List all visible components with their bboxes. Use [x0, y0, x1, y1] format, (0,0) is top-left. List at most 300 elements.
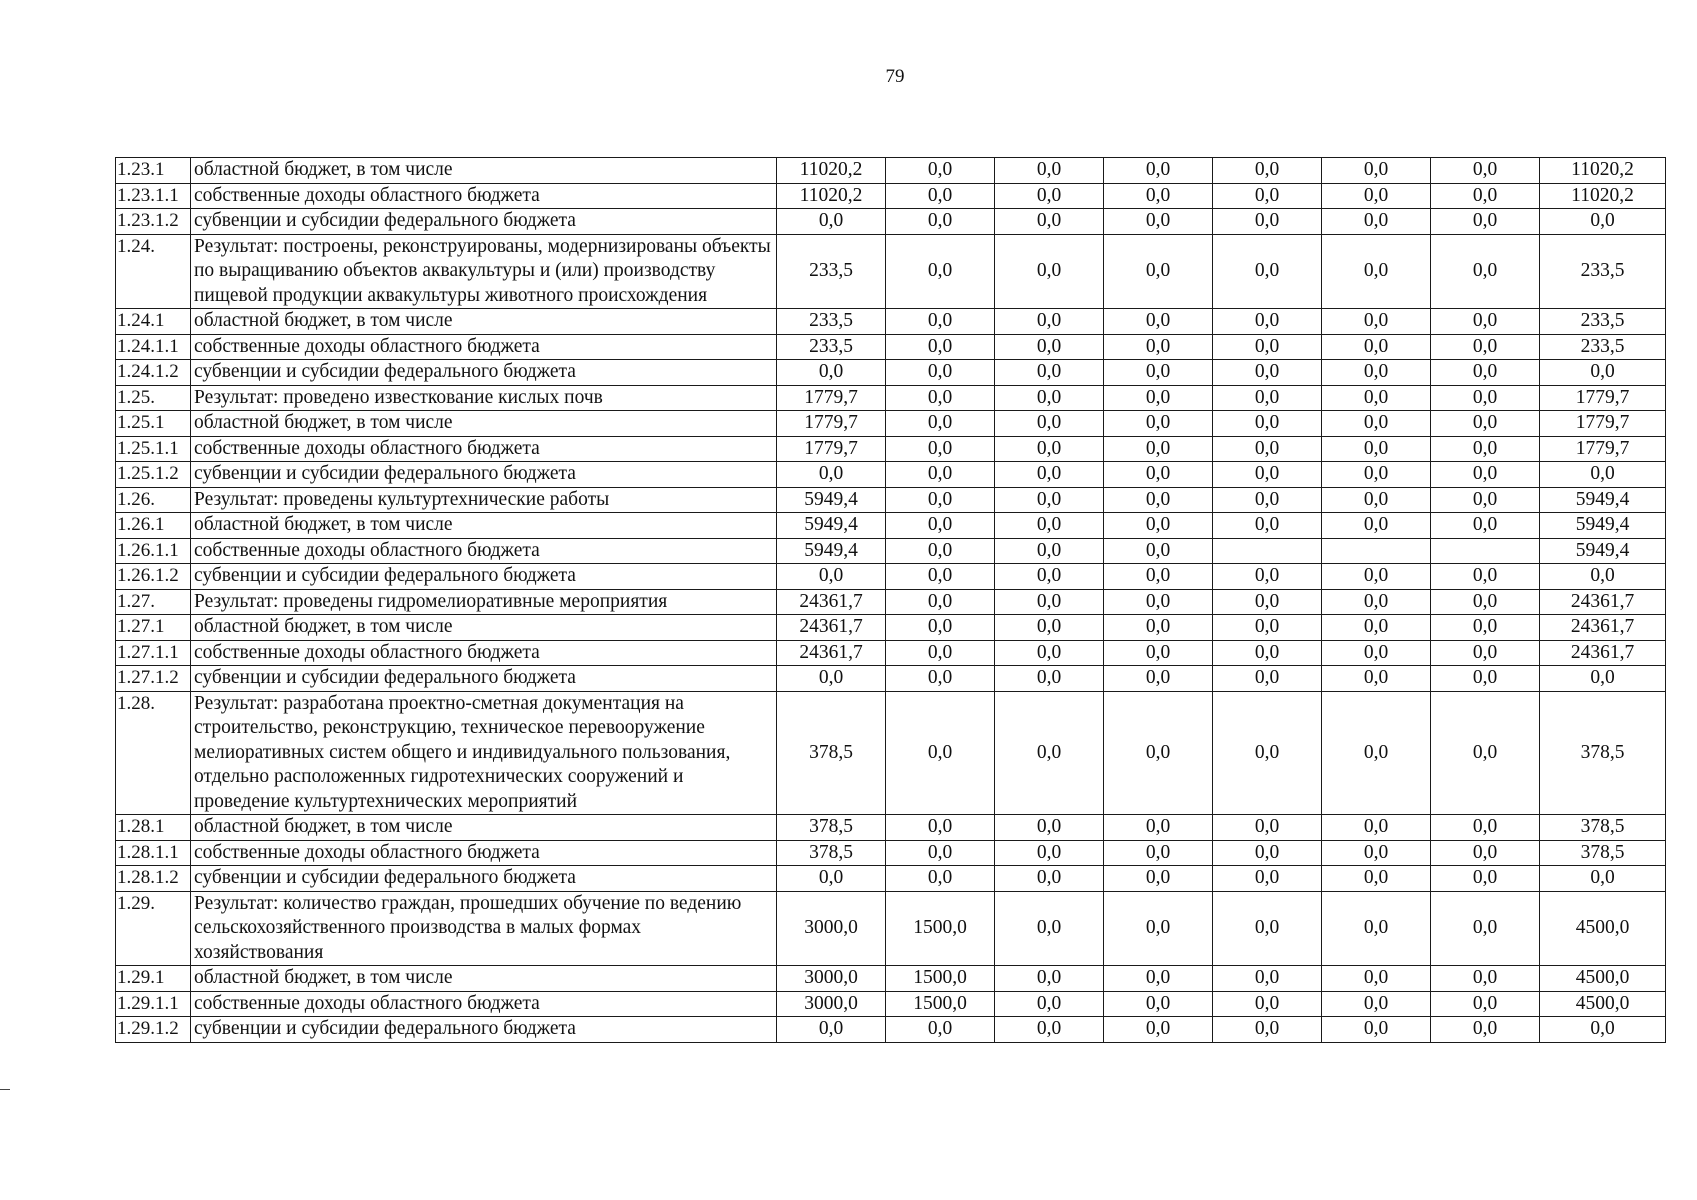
row-code: 1.29.1.1	[116, 991, 191, 1017]
row-description: областной бюджет, в том числе	[191, 966, 777, 992]
table-row	[116, 309, 1666, 335]
row-value: 0,0	[1431, 564, 1540, 590]
table-row	[116, 360, 1666, 386]
margin-mark	[0, 1089, 10, 1090]
row-total-value: 24361,7	[1540, 589, 1666, 615]
row-value: 0,0	[886, 334, 995, 360]
row-value: 0,0	[886, 815, 995, 841]
row-value: 0,0	[1104, 436, 1213, 462]
table-row	[116, 158, 1666, 184]
row-value: 5949,4	[777, 538, 886, 564]
row-value: 0,0	[886, 360, 995, 386]
row-value: 0,0	[1431, 840, 1540, 866]
row-value: 0,0	[995, 815, 1104, 841]
row-description: областной бюджет, в том числе	[191, 615, 777, 641]
row-value: 0,0	[1431, 640, 1540, 666]
row-value: 1779,7	[777, 436, 886, 462]
row-value: 0,0	[1104, 385, 1213, 411]
row-value: 378,5	[777, 840, 886, 866]
row-total-value: 11020,2	[1540, 183, 1666, 209]
row-value: 0,0	[886, 538, 995, 564]
row-value: 0,0	[777, 564, 886, 590]
row-value: 0,0	[1213, 309, 1322, 335]
row-total-value: 0,0	[1540, 564, 1666, 590]
row-total-value: 5949,4	[1540, 513, 1666, 539]
row-value: 0,0	[1213, 991, 1322, 1017]
row-value: 0,0	[886, 840, 995, 866]
row-code: 1.26.1.2	[116, 564, 191, 590]
row-value: 0,0	[1213, 487, 1322, 513]
row-value: 0,0	[995, 183, 1104, 209]
row-description: собственные доходы областного бюджета	[191, 436, 777, 462]
budget-table-container	[115, 157, 1666, 1043]
table-row	[116, 991, 1666, 1017]
table-row	[116, 487, 1666, 513]
row-total-value: 233,5	[1540, 234, 1666, 309]
row-value: 0,0	[1213, 840, 1322, 866]
row-value: 0,0	[1213, 360, 1322, 386]
row-value: 0,0	[1104, 209, 1213, 235]
row-value: 0,0	[1322, 487, 1431, 513]
row-value: 0,0	[1431, 1017, 1540, 1043]
table-row	[116, 334, 1666, 360]
row-value: 0,0	[1104, 513, 1213, 539]
row-value: 0,0	[1431, 209, 1540, 235]
row-value: 0,0	[1431, 589, 1540, 615]
row-description: субвенции и субсидии федерального бюджета	[191, 360, 777, 386]
row-value: 0,0	[1104, 158, 1213, 184]
row-value: 378,5	[777, 691, 886, 815]
row-value: 0,0	[1213, 462, 1322, 488]
row-description: Результат: построены, реконструированы, модернизированы объекты по выращиванию объектов аквакультуры и (или) производству пищевой продукции аквакультуры животного происхождения	[191, 234, 777, 309]
row-value: 0,0	[995, 234, 1104, 309]
row-value: 233,5	[777, 309, 886, 335]
row-value: 0,0	[1322, 991, 1431, 1017]
row-value: 0,0	[1104, 666, 1213, 692]
row-value: 0,0	[777, 866, 886, 892]
row-value: 0,0	[1104, 966, 1213, 992]
table-row	[116, 513, 1666, 539]
row-description: собственные доходы областного бюджета	[191, 183, 777, 209]
row-value: 0,0	[886, 234, 995, 309]
table-row	[116, 640, 1666, 666]
table-row	[116, 840, 1666, 866]
row-value: 0,0	[1213, 158, 1322, 184]
table-row	[116, 615, 1666, 641]
table-row	[116, 209, 1666, 235]
row-value: 0,0	[995, 411, 1104, 437]
budget-table	[115, 157, 1666, 1043]
row-value: 0,0	[995, 309, 1104, 335]
row-value: 5949,4	[777, 513, 886, 539]
row-value: 0,0	[886, 309, 995, 335]
row-code: 1.23.1	[116, 158, 191, 184]
row-value: 0,0	[1322, 615, 1431, 641]
row-value: 0,0	[995, 462, 1104, 488]
table-row	[116, 564, 1666, 590]
table-row	[116, 866, 1666, 892]
row-value: 0,0	[1104, 866, 1213, 892]
row-code: 1.23.1.1	[116, 183, 191, 209]
row-value: 0,0	[1322, 436, 1431, 462]
row-total-value: 0,0	[1540, 1017, 1666, 1043]
row-value: 0,0	[1213, 385, 1322, 411]
row-value: 0,0	[1104, 815, 1213, 841]
row-value: 24361,7	[777, 640, 886, 666]
row-code: 1.24.1.2	[116, 360, 191, 386]
row-code: 1.29.1.2	[116, 1017, 191, 1043]
row-value: 0,0	[1104, 234, 1213, 309]
row-value: 0,0	[995, 615, 1104, 641]
row-value: 0,0	[886, 866, 995, 892]
row-value: 0,0	[995, 385, 1104, 411]
row-value: 0,0	[777, 209, 886, 235]
row-description: собственные доходы областного бюджета	[191, 334, 777, 360]
row-value: 0,0	[1104, 462, 1213, 488]
row-value: 0,0	[995, 666, 1104, 692]
row-description: Результат: проведено известкование кислых почв	[191, 385, 777, 411]
row-value: 0,0	[1322, 334, 1431, 360]
row-description: областной бюджет, в том числе	[191, 309, 777, 335]
row-value: 0,0	[1322, 840, 1431, 866]
row-value: 0,0	[1213, 183, 1322, 209]
row-value: 5949,4	[777, 487, 886, 513]
row-value: 0,0	[1213, 666, 1322, 692]
row-value: 378,5	[777, 815, 886, 841]
table-row	[116, 966, 1666, 992]
row-value: 0,0	[1431, 866, 1540, 892]
row-value: 0,0	[1213, 966, 1322, 992]
row-total-value: 378,5	[1540, 840, 1666, 866]
row-value: 0,0	[1104, 1017, 1213, 1043]
row-value: 0,0	[1104, 691, 1213, 815]
row-value	[1322, 538, 1431, 564]
table-row	[116, 183, 1666, 209]
row-code: 1.28.1	[116, 815, 191, 841]
row-value: 0,0	[1431, 513, 1540, 539]
row-value: 0,0	[995, 158, 1104, 184]
row-description: областной бюджет, в том числе	[191, 158, 777, 184]
row-total-value: 11020,2	[1540, 158, 1666, 184]
row-value: 0,0	[1431, 183, 1540, 209]
row-value: 0,0	[1431, 966, 1540, 992]
row-value: 0,0	[1322, 589, 1431, 615]
row-value: 0,0	[1213, 513, 1322, 539]
row-value: 0,0	[1322, 691, 1431, 815]
row-value: 0,0	[886, 564, 995, 590]
row-value: 0,0	[1322, 640, 1431, 666]
row-description: субвенции и субсидии федерального бюджета	[191, 1017, 777, 1043]
row-value: 0,0	[777, 462, 886, 488]
row-value: 0,0	[886, 209, 995, 235]
row-value: 0,0	[995, 360, 1104, 386]
table-row	[116, 1017, 1666, 1043]
row-total-value: 233,5	[1540, 309, 1666, 335]
row-value: 0,0	[995, 891, 1104, 966]
row-value: 0,0	[995, 640, 1104, 666]
row-value: 0,0	[886, 666, 995, 692]
row-code: 1.26.1.1	[116, 538, 191, 564]
row-value: 0,0	[1322, 1017, 1431, 1043]
table-row	[116, 691, 1666, 815]
row-value: 0,0	[1431, 234, 1540, 309]
row-total-value: 233,5	[1540, 334, 1666, 360]
row-value: 0,0	[1104, 891, 1213, 966]
row-value	[1431, 538, 1540, 564]
row-value: 0,0	[1322, 966, 1431, 992]
table-row	[116, 436, 1666, 462]
row-code: 1.28.	[116, 691, 191, 815]
row-value: 0,0	[886, 411, 995, 437]
row-value: 0,0	[995, 691, 1104, 815]
row-value: 0,0	[1104, 589, 1213, 615]
row-total-value: 0,0	[1540, 360, 1666, 386]
row-value: 0,0	[1322, 411, 1431, 437]
row-description: субвенции и субсидии федерального бюджета	[191, 462, 777, 488]
table-row	[116, 589, 1666, 615]
row-value: 0,0	[1104, 309, 1213, 335]
row-value: 0,0	[886, 589, 995, 615]
row-value: 0,0	[1431, 991, 1540, 1017]
row-description: собственные доходы областного бюджета	[191, 840, 777, 866]
row-value: 0,0	[1213, 866, 1322, 892]
row-description: Результат: разработана проектно-сметная документация на строительство, реконструкцию, техническое перевооружение мелиоративных систем общего и индивидуального пользования, отдельно расположенных гидротехнических сооружений и проведение культуртехнических мероприятий	[191, 691, 777, 815]
row-value: 0,0	[1322, 158, 1431, 184]
table-row	[116, 411, 1666, 437]
row-value: 0,0	[1431, 385, 1540, 411]
row-total-value: 5949,4	[1540, 487, 1666, 513]
row-value: 0,0	[995, 334, 1104, 360]
row-value: 0,0	[1431, 666, 1540, 692]
row-value: 0,0	[995, 840, 1104, 866]
row-value: 0,0	[886, 462, 995, 488]
row-code: 1.27.1	[116, 615, 191, 641]
row-value: 0,0	[1322, 866, 1431, 892]
row-value: 0,0	[886, 513, 995, 539]
row-value: 0,0	[1322, 385, 1431, 411]
row-code: 1.29.1	[116, 966, 191, 992]
row-total-value: 1779,7	[1540, 385, 1666, 411]
row-value: 0,0	[995, 564, 1104, 590]
row-value: 0,0	[995, 436, 1104, 462]
row-code: 1.24.1	[116, 309, 191, 335]
row-value: 0,0	[1213, 209, 1322, 235]
row-value: 0,0	[1213, 691, 1322, 815]
row-value: 0,0	[1104, 360, 1213, 386]
row-value: 1500,0	[886, 966, 995, 992]
row-value: 0,0	[1104, 840, 1213, 866]
row-value: 0,0	[1104, 991, 1213, 1017]
row-value: 11020,2	[777, 183, 886, 209]
row-value: 0,0	[1431, 360, 1540, 386]
table-row	[116, 891, 1666, 966]
row-description: областной бюджет, в том числе	[191, 513, 777, 539]
row-value: 0,0	[1431, 487, 1540, 513]
row-value: 0,0	[1431, 691, 1540, 815]
row-value: 0,0	[995, 513, 1104, 539]
row-value: 3000,0	[777, 891, 886, 966]
row-value: 0,0	[1322, 209, 1431, 235]
row-total-value: 0,0	[1540, 209, 1666, 235]
row-value: 0,0	[1431, 462, 1540, 488]
row-value: 24361,7	[777, 589, 886, 615]
row-total-value: 378,5	[1540, 691, 1666, 815]
row-value: 0,0	[1104, 487, 1213, 513]
table-row	[116, 815, 1666, 841]
row-code: 1.24.1.1	[116, 334, 191, 360]
row-value: 0,0	[1213, 589, 1322, 615]
row-value: 0,0	[1322, 513, 1431, 539]
row-value: 0,0	[995, 209, 1104, 235]
row-value: 0,0	[1322, 234, 1431, 309]
table-body	[116, 158, 1666, 1043]
row-total-value: 0,0	[1540, 866, 1666, 892]
row-value: 0,0	[1104, 183, 1213, 209]
row-value: 0,0	[1213, 334, 1322, 360]
row-value: 0,0	[777, 1017, 886, 1043]
row-value: 1500,0	[886, 991, 995, 1017]
row-total-value: 24361,7	[1540, 615, 1666, 641]
row-value: 0,0	[1431, 436, 1540, 462]
row-value: 1500,0	[886, 891, 995, 966]
row-value: 0,0	[886, 615, 995, 641]
table-row	[116, 234, 1666, 309]
row-total-value: 1779,7	[1540, 411, 1666, 437]
table-row	[116, 538, 1666, 564]
row-code: 1.28.1.1	[116, 840, 191, 866]
row-value: 0,0	[995, 538, 1104, 564]
row-value: 0,0	[1213, 815, 1322, 841]
row-value: 0,0	[1431, 309, 1540, 335]
row-value: 11020,2	[777, 158, 886, 184]
row-value: 0,0	[995, 1017, 1104, 1043]
row-description: субвенции и субсидии федерального бюджета	[191, 866, 777, 892]
row-value: 0,0	[1431, 158, 1540, 184]
row-value: 0,0	[1213, 615, 1322, 641]
row-value: 0,0	[777, 666, 886, 692]
row-description: Результат: проведены культуртехнические работы	[191, 487, 777, 513]
row-value: 0,0	[995, 487, 1104, 513]
row-code: 1.23.1.2	[116, 209, 191, 235]
row-value: 233,5	[777, 334, 886, 360]
row-code: 1.27.1.1	[116, 640, 191, 666]
row-value: 0,0	[1104, 334, 1213, 360]
row-value: 1779,7	[777, 385, 886, 411]
table-row	[116, 385, 1666, 411]
row-value: 0,0	[995, 589, 1104, 615]
row-value: 0,0	[995, 866, 1104, 892]
row-code: 1.25.1	[116, 411, 191, 437]
row-value: 0,0	[1322, 564, 1431, 590]
row-value: 0,0	[1213, 436, 1322, 462]
row-value: 0,0	[1213, 564, 1322, 590]
row-total-value: 5949,4	[1540, 538, 1666, 564]
row-description: субвенции и субсидии федерального бюджета	[191, 666, 777, 692]
row-value: 0,0	[777, 360, 886, 386]
row-value: 0,0	[1104, 564, 1213, 590]
row-description: субвенции и субсидии федерального бюджета	[191, 564, 777, 590]
row-value: 0,0	[1322, 815, 1431, 841]
row-value: 0,0	[1431, 411, 1540, 437]
row-value: 0,0	[1322, 360, 1431, 386]
row-value: 233,5	[777, 234, 886, 309]
row-value: 3000,0	[777, 991, 886, 1017]
row-value: 0,0	[1322, 183, 1431, 209]
row-value: 24361,7	[777, 615, 886, 641]
row-code: 1.27.1.2	[116, 666, 191, 692]
row-description: субвенции и субсидии федерального бюджета	[191, 209, 777, 235]
row-code: 1.26.1	[116, 513, 191, 539]
row-description: собственные доходы областного бюджета	[191, 538, 777, 564]
row-value: 0,0	[995, 966, 1104, 992]
row-code: 1.27.	[116, 589, 191, 615]
row-code: 1.25.1.2	[116, 462, 191, 488]
table-row	[116, 666, 1666, 692]
row-total-value: 4500,0	[1540, 966, 1666, 992]
row-value: 3000,0	[777, 966, 886, 992]
row-value: 0,0	[1431, 334, 1540, 360]
row-total-value: 0,0	[1540, 462, 1666, 488]
row-value: 0,0	[1213, 234, 1322, 309]
row-total-value: 4500,0	[1540, 891, 1666, 966]
row-total-value: 24361,7	[1540, 640, 1666, 666]
row-description: Результат: количество граждан, прошедших обучение по ведению сельскохозяйственного производства в малых формах хозяйствования	[191, 891, 777, 966]
row-code: 1.25.	[116, 385, 191, 411]
row-value: 0,0	[1213, 411, 1322, 437]
row-value: 0,0	[886, 1017, 995, 1043]
row-code: 1.24.	[116, 234, 191, 309]
row-value: 0,0	[886, 640, 995, 666]
row-value: 0,0	[1104, 640, 1213, 666]
row-value: 0,0	[1322, 891, 1431, 966]
table-row	[116, 462, 1666, 488]
row-description: областной бюджет, в том числе	[191, 815, 777, 841]
row-value: 0,0	[1431, 891, 1540, 966]
row-total-value: 0,0	[1540, 666, 1666, 692]
row-total-value: 1779,7	[1540, 436, 1666, 462]
row-code: 1.29.	[116, 891, 191, 966]
row-total-value: 378,5	[1540, 815, 1666, 841]
row-value: 0,0	[886, 183, 995, 209]
row-value	[1213, 538, 1322, 564]
row-value: 0,0	[1213, 891, 1322, 966]
row-value: 0,0	[886, 691, 995, 815]
row-description: областной бюджет, в том числе	[191, 411, 777, 437]
row-code: 1.28.1.2	[116, 866, 191, 892]
row-value: 0,0	[1322, 462, 1431, 488]
row-code: 1.26.	[116, 487, 191, 513]
row-value: 0,0	[886, 436, 995, 462]
row-value: 0,0	[1322, 666, 1431, 692]
row-value: 0,0	[1104, 538, 1213, 564]
page-number: 79	[885, 66, 905, 87]
row-value: 0,0	[1213, 640, 1322, 666]
row-value: 0,0	[1431, 615, 1540, 641]
row-description: Результат: проведены гидромелиоративные мероприятия	[191, 589, 777, 615]
row-value: 0,0	[1213, 1017, 1322, 1043]
row-total-value: 4500,0	[1540, 991, 1666, 1017]
row-value: 1779,7	[777, 411, 886, 437]
row-description: собственные доходы областного бюджета	[191, 991, 777, 1017]
row-code: 1.25.1.1	[116, 436, 191, 462]
row-value: 0,0	[995, 991, 1104, 1017]
row-value: 0,0	[886, 487, 995, 513]
row-description: собственные доходы областного бюджета	[191, 640, 777, 666]
row-value: 0,0	[1322, 309, 1431, 335]
row-value: 0,0	[1431, 815, 1540, 841]
row-value: 0,0	[1104, 615, 1213, 641]
row-value: 0,0	[1104, 411, 1213, 437]
